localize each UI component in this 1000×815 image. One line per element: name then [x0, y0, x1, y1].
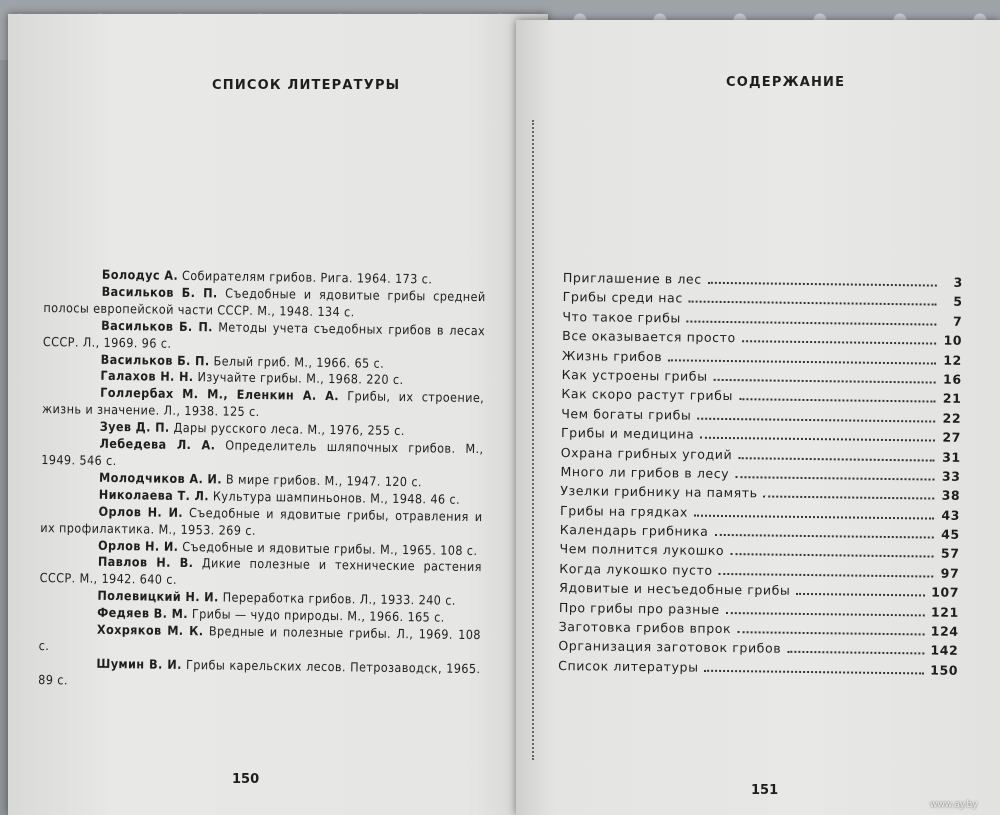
toc-dot-leader: [742, 331, 937, 344]
bibliography-text: Съедобные и ядовитые грибы, отравления и их профилактика. М., 1953. 269 с.: [40, 504, 483, 538]
bibliography-text: Собирателям грибов. Рига. 1964. 173 с.: [178, 267, 433, 287]
toc-title: Когда лукошко пусто: [559, 560, 713, 578]
bibliography-author: Васильков Б. П.: [100, 351, 210, 368]
toc-title: Чем богаты грибы: [561, 405, 692, 423]
toc-dot-leader: [764, 487, 935, 500]
toc-page-number: 27: [942, 429, 962, 445]
bibliography-author: Молодчиков А. И.: [98, 469, 223, 487]
bibliography-text: Изучайте грибы. М., 1968. 220 с.: [193, 369, 404, 388]
toc-dot-leader: [796, 584, 925, 597]
toc-dot-leader: [739, 390, 936, 403]
toc-page-number: 43: [941, 507, 961, 523]
toc-title: Организация заготовок грибов: [558, 638, 782, 657]
toc-dot-leader: [668, 350, 936, 364]
bibliography-list: [38, 266, 486, 695]
bibliography-text: Культура шампиньонов. М., 1948. 46 с.: [208, 488, 461, 507]
toc-dot-leader: [735, 467, 934, 480]
toc-dot-leader: [714, 370, 936, 384]
bibliography-entry: [38, 655, 480, 695]
bibliography-author: Орлов Н. И.: [98, 503, 184, 520]
bibliography-heading: СПИСОК ЛИТЕРАТУРЫ: [212, 78, 401, 93]
bibliography-text: Грибы, их строение, жизнь и значение. Л., 1938. 125 с.: [41, 388, 485, 420]
toc-page-number: 121: [930, 604, 959, 620]
toc-page-number: 107: [931, 584, 960, 601]
toc-page-number: 150: [930, 662, 959, 678]
bibliography-author: Павлов Н. В.: [97, 554, 194, 571]
toc-page-number: 31: [942, 449, 961, 465]
bibliography-text: Съедобные и ядовитые грибы. М., 1965. 108 с.: [178, 538, 478, 558]
toc-page-number: 57: [940, 546, 960, 562]
toc-page-number: 12: [943, 352, 963, 368]
toc-page-number: 124: [930, 623, 959, 639]
bibliography-author: Орлов Н. И.: [98, 537, 179, 554]
toc-page-number: 45: [941, 526, 960, 542]
toc-title: Все оказывается просто: [562, 328, 736, 346]
toc-dot-leader: [787, 642, 924, 655]
bibliography-author: Голлербах М. М., Еленкин А. А.: [100, 385, 340, 404]
toc-dot-leader: [726, 603, 925, 616]
toc-page-number: 38: [941, 487, 961, 504]
toc-title: Грибы на грядках: [559, 502, 689, 520]
bibliography-author: Васильков Б. П.: [101, 317, 213, 335]
bibliography-text: Белый гриб. М., 1966. 65 с.: [209, 352, 385, 371]
toc-title: Про грибы про разные: [558, 599, 720, 617]
toc-title: Узелки грибнику на память: [560, 483, 758, 501]
toc-dot-leader: [694, 505, 934, 519]
table-of-contents: [558, 270, 963, 682]
toc-dot-leader: [687, 311, 937, 325]
toc-title: Грибы и медицина: [560, 425, 695, 442]
bibliography-author: Галахов Н. Н.: [100, 368, 194, 385]
toc-page-number: 22: [942, 410, 962, 426]
toc-page-number: 3: [953, 274, 963, 290]
toc-title: Чем полнится лукошко: [559, 541, 725, 559]
toc-dot-leader: [719, 564, 934, 578]
toc-dot-leader: [689, 292, 937, 306]
toc-title: Календарь грибника: [559, 522, 709, 539]
toc-page-number: 97: [940, 565, 960, 581]
toc-dot-leader: [730, 545, 933, 558]
toc-page-number: 5: [953, 294, 963, 310]
bibliography-text: Вредные и полезные грибы. Л., 1969. 108 с.: [38, 623, 481, 654]
bibliography-text: Переработка грибов. Л., 1933. 240 с.: [218, 589, 456, 609]
toc-title: Грибы среди нас: [562, 289, 683, 306]
bibliography-text: Съедобные и ядовитые грибы средней полосы европейской части СССР. М., 1948. 134 с.: [43, 285, 486, 320]
book-binding-stitches: [532, 120, 552, 760]
toc-dot-leader: [738, 448, 935, 461]
bibliography-text: В мире грибов. М., 1947. 120 с.: [221, 471, 423, 490]
left-page-number: 150: [232, 772, 260, 787]
bibliography-author: Лебедева Л. А.: [99, 435, 216, 453]
toc-page-number: 33: [941, 468, 961, 484]
bibliography-text: Дикие полезные и технические растения СССР. М., 1942. 640 с.: [39, 555, 482, 588]
bibliography-author: Николаева Т. Л.: [98, 486, 210, 504]
bibliography-text: Грибы — чудо природы. М., 1966. 165 с.: [187, 606, 445, 625]
toc-title: Что такое грибы: [562, 308, 682, 326]
bibliography-author: Федяев В. М.: [97, 604, 189, 622]
toc-dot-leader: [705, 661, 925, 675]
contents-heading: СОДЕРЖАНИЕ: [726, 75, 846, 90]
toc-dot-leader: [737, 622, 925, 635]
bibliography-author: Полевицкий Н. И.: [97, 587, 219, 605]
toc-title: Охрана грибных угодий: [560, 444, 733, 462]
bibliography-author: Шумин В. И.: [96, 655, 182, 672]
bibliography-author: Васильков Б. П.: [101, 283, 218, 301]
toc-title: Список литературы: [558, 657, 699, 675]
bibliography-author: Зуев Д. П.: [99, 418, 170, 435]
bibliography-text: Грибы карельских лесов. Петрозаводск, 1965. 89 с.: [38, 656, 481, 688]
toc-dot-leader: [700, 428, 935, 442]
toc-title: Жизнь грибов: [561, 347, 663, 364]
bibliography-text: Дары русского леса. М., 1976, 255 с.: [169, 419, 405, 439]
bibliography-author: Хохряков М. К.: [96, 621, 204, 639]
right-page-number: 151: [751, 783, 779, 798]
toc-title: Ядовитые и несъедобные грибы: [559, 580, 791, 599]
toc-dot-leader: [708, 273, 937, 287]
toc-title: Как скоро растут грибы: [561, 386, 734, 404]
toc-page-number: 7: [953, 313, 963, 329]
toc-page-number: 21: [942, 390, 962, 407]
toc-title: Много ли грибов в лесу: [560, 463, 730, 481]
toc-title: Приглашение в лес: [562, 270, 702, 287]
toc-title: Как устроены грибы: [561, 366, 708, 384]
toc-page-number: 10: [943, 332, 963, 349]
bibliography-text: Определитель шляпочных грибов. М., 1949. 546 с.: [41, 437, 484, 469]
toc-title: Заготовка грибов впрок: [558, 619, 732, 637]
bibliography-text: Методы учета съедобных грибов в лесах СССР. Л., 1969. 96 с.: [42, 319, 486, 351]
bibliography-author: Болодус А.: [101, 266, 179, 283]
watermark-text: www.ay.by: [930, 800, 978, 810]
toc-page-number: 16: [942, 371, 962, 387]
toc-dot-leader: [697, 408, 935, 422]
toc-page-number: 142: [930, 642, 959, 659]
toc-dot-leader: [714, 525, 934, 539]
